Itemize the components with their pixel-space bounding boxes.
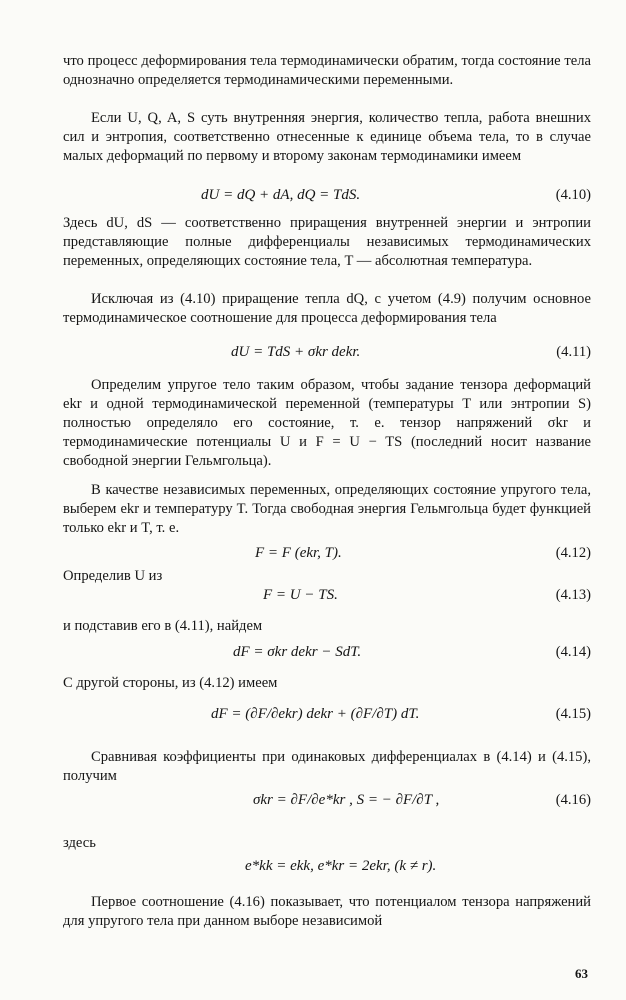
- paragraph-8: и подставив его в (4.11), найдем: [63, 618, 263, 634]
- equation-number: (4.12): [555, 545, 591, 561]
- paragraph-3: Здесь dU, dS — соответственно приращения внутренней энергии и энтропии представляющие полные дифференциалы независимых термодинамических переменных, определяющих состояние тела, T — абсолютная температура.: [63, 215, 591, 269]
- paragraph-6: В качестве независимых переменных, определяющих состояние упругого тела, выберем ekr и температуру T. Тогда свободная энергия Гельмгольца будет функцией только ekr и T, т. е.: [63, 482, 591, 536]
- equation-4-10: [63, 186, 591, 210]
- equation-formula: dU = TdS + σkr dekr.: [231, 344, 361, 360]
- paragraph-1: что процесс деформирования тела термодинамически обратим, тогда состояние тела однозначно определяется термодинамическими переменными.: [63, 53, 591, 88]
- paragraph-10: Сравнивая коэффициенты при одинаковых дифференциалах в (4.14) и (4.15), получим: [63, 749, 591, 784]
- paragraph-11: здесь: [63, 835, 96, 851]
- equation-4-12: [63, 544, 591, 568]
- equation-definitions: [63, 857, 591, 881]
- equation-4-13: [63, 586, 591, 610]
- equation-number: (4.14): [555, 644, 591, 660]
- paragraph-9: С другой стороны, из (4.12) имеем: [63, 675, 278, 691]
- equation-number: (4.10): [555, 187, 591, 203]
- equation-4-11: [63, 343, 591, 367]
- paragraph-7: Определив U из: [63, 568, 163, 584]
- equation-number: (4.15): [555, 706, 591, 722]
- equation-formula: σkr = ∂F/∂e*kr , S = − ∂F/∂T ,: [253, 792, 440, 808]
- paragraph-2: Если U, Q, A, S суть внутренняя энергия, количество тепла, работа внешних сил и энтропия, соответственно отнесенные к единице объема тела, то в случае малых деформаций по первому и второму законам термодинамики имеем: [63, 110, 591, 164]
- paragraph-5: Определим упругое тело таким образом, чтобы задание тензора деформаций ekr и одной термодинамической переменной (температуры T или энтропии S) полностью определяло его состояние, т. е. тензор напряжений σkr и термодинамические потенциалы U и F = U − TS (последний носит название свободной энергии Гельмгольца).: [63, 377, 591, 469]
- equation-formula: e*kk = ekk, e*kr = 2ekr, (k ≠ r).: [245, 858, 437, 874]
- equation-number: (4.11): [556, 344, 591, 360]
- equation-formula: F = U − TS.: [263, 587, 338, 603]
- equation-number: (4.13): [555, 587, 591, 603]
- paragraph-12: Первое соотношение (4.16) показывает, что потенциалом тензора напряжений для упругого тела при данном выборе независимой: [63, 894, 591, 929]
- page-number: 63: [575, 966, 588, 981]
- equation-formula: dU = dQ + dA, dQ = TdS.: [201, 187, 361, 203]
- equation-4-16: [63, 780, 591, 824]
- paragraph-4: Исключая из (4.10) приращение тепла dQ, с учетом (4.9) получим основное термодинамическое соотношение для процесса деформирования тела: [63, 291, 591, 326]
- equation-4-14: [63, 643, 591, 667]
- equation-formula: F = F (ekr, T).: [255, 545, 342, 561]
- equation-formula: dF = σkr dekr − SdT.: [233, 644, 362, 660]
- equation-4-15: [63, 694, 591, 738]
- equation-number: (4.16): [555, 792, 591, 808]
- equation-formula: dF = (∂F/∂ekr) dekr + (∂F/∂T) dT.: [211, 706, 420, 722]
